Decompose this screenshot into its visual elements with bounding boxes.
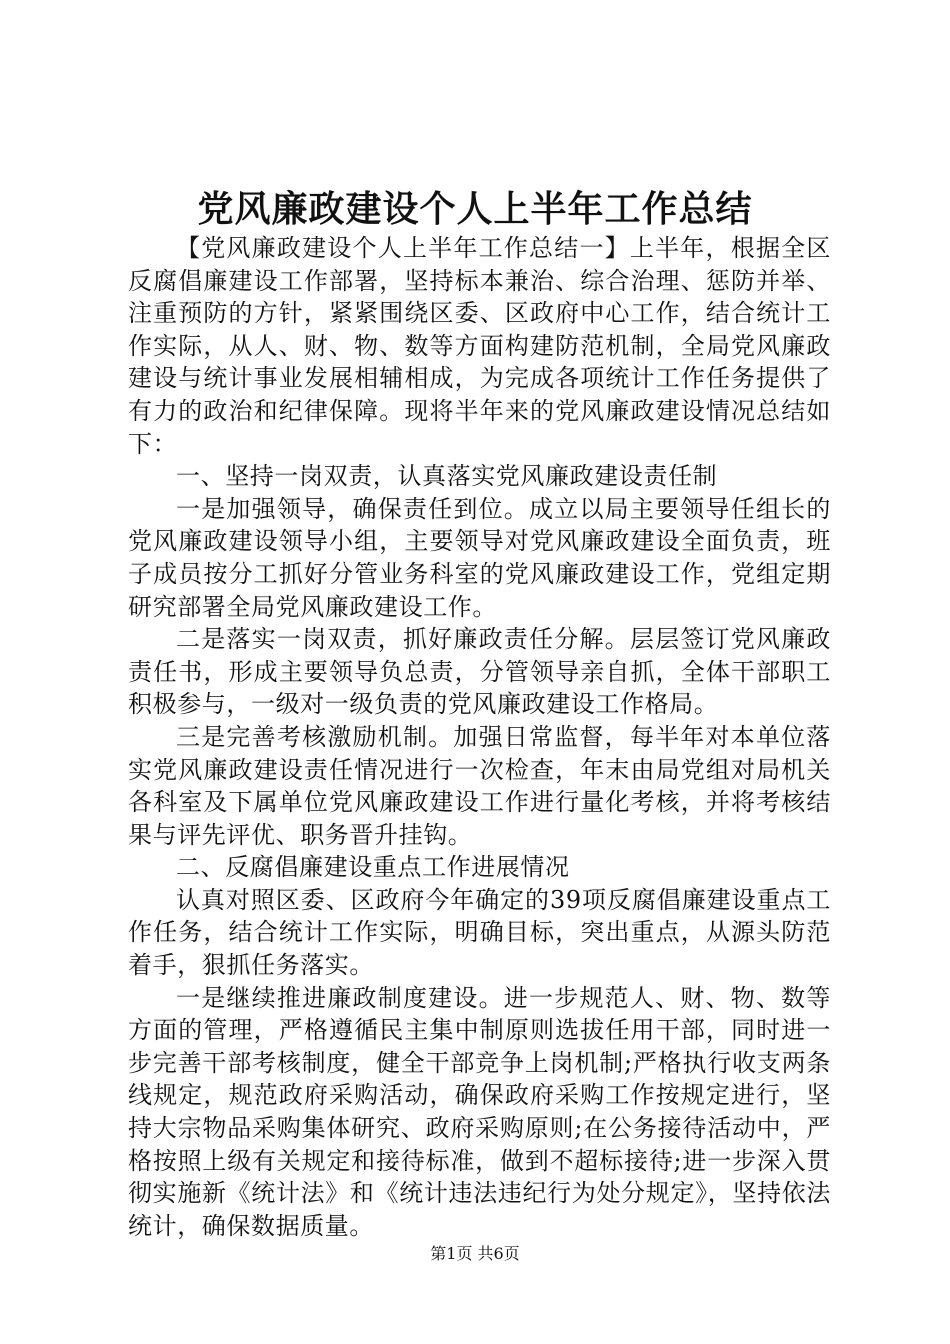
section-heading-2: 二、反腐倡廉建设重点工作进展情况 [176, 853, 570, 882]
paragraph-leadership: 一是加强领导，确保责任到位。成立以局主要领导任组长的党风廉政建设领导小组，主要领导对党风廉政建设全面负责，班子成员按分工抓好分管业务科室的党风廉政建设工作，党组定期研究部署全局党风廉政建设工作。 [128, 494, 831, 621]
paragraph-institution-building: 一是继续推进廉政制度建设。进一步规范人、财、物、数等方面的管理，严格遵循民主集中制原则选拔任用干部，同时进一步完善干部考核制度，健全干部竞争上岗机制;严格执行收支两条线规定，规范政府采购活动，确保政府采购工作按规定进行，坚持大宗物品采购集体研究、政府采购原则;在公务接待活动中，严格按照上级有关规定和接待标准，做到不超标接待;进一步深入贯彻实施新《统计法》和《统计违法违纪行为处分规定》，坚持依法统计，确保数据质量。 [128, 983, 831, 1240]
section-heading-1: 一、坚持一岗双责，认真落实党风廉政建设责任制 [176, 462, 718, 491]
paragraph-assessment: 三是完善考核激励机制。加强日常监督，每半年对本单位落实党风廉政建设责任情况进行一次检查，年末由局党组对局机关各科室及下属单位党风廉政建设工作进行量化考核，并将考核结果与评先评优、职务晋升挂钩。 [128, 722, 831, 849]
document-body [128, 232, 831, 1242]
paragraph-responsibility: 二是落实一岗双责，抓好廉政责任分解。层层签订党风廉政责任书，形成主要领导负总责，分管领导亲自抓，全体干部职工积极参与，一级对一级负责的党风廉政建设工作格局。 [128, 625, 831, 719]
paragraph-intro: 【党风廉政建设个人上半年工作总结一】上半年，根据全区反腐倡廉建设工作部署，坚持标本兼治、综合治理、惩防并举、注重预防的方针，紧紧围绕区委、区政府中心工作，结合统计工作实际，从人、财、物、数等方面构建防范机制，全局党风廉政建设与统计事业发展相辅相成，为完成各项统计工作任务提供了有力的政治和纪律保障。现将半年来的党风廉政建设情况总结如下： [128, 234, 831, 458]
document-title: 党风廉政建设个人上半年工作总结 [197, 188, 753, 230]
page-footer: 第1页 共6页 [430, 1244, 520, 1263]
paragraph-key-tasks: 认真对照区委、区政府今年确定的39项反腐倡廉建设重点工作任务，结合统计工作实际，明确目标，突出重点，从源头防范着手，狠抓任务落实。 [128, 885, 831, 980]
